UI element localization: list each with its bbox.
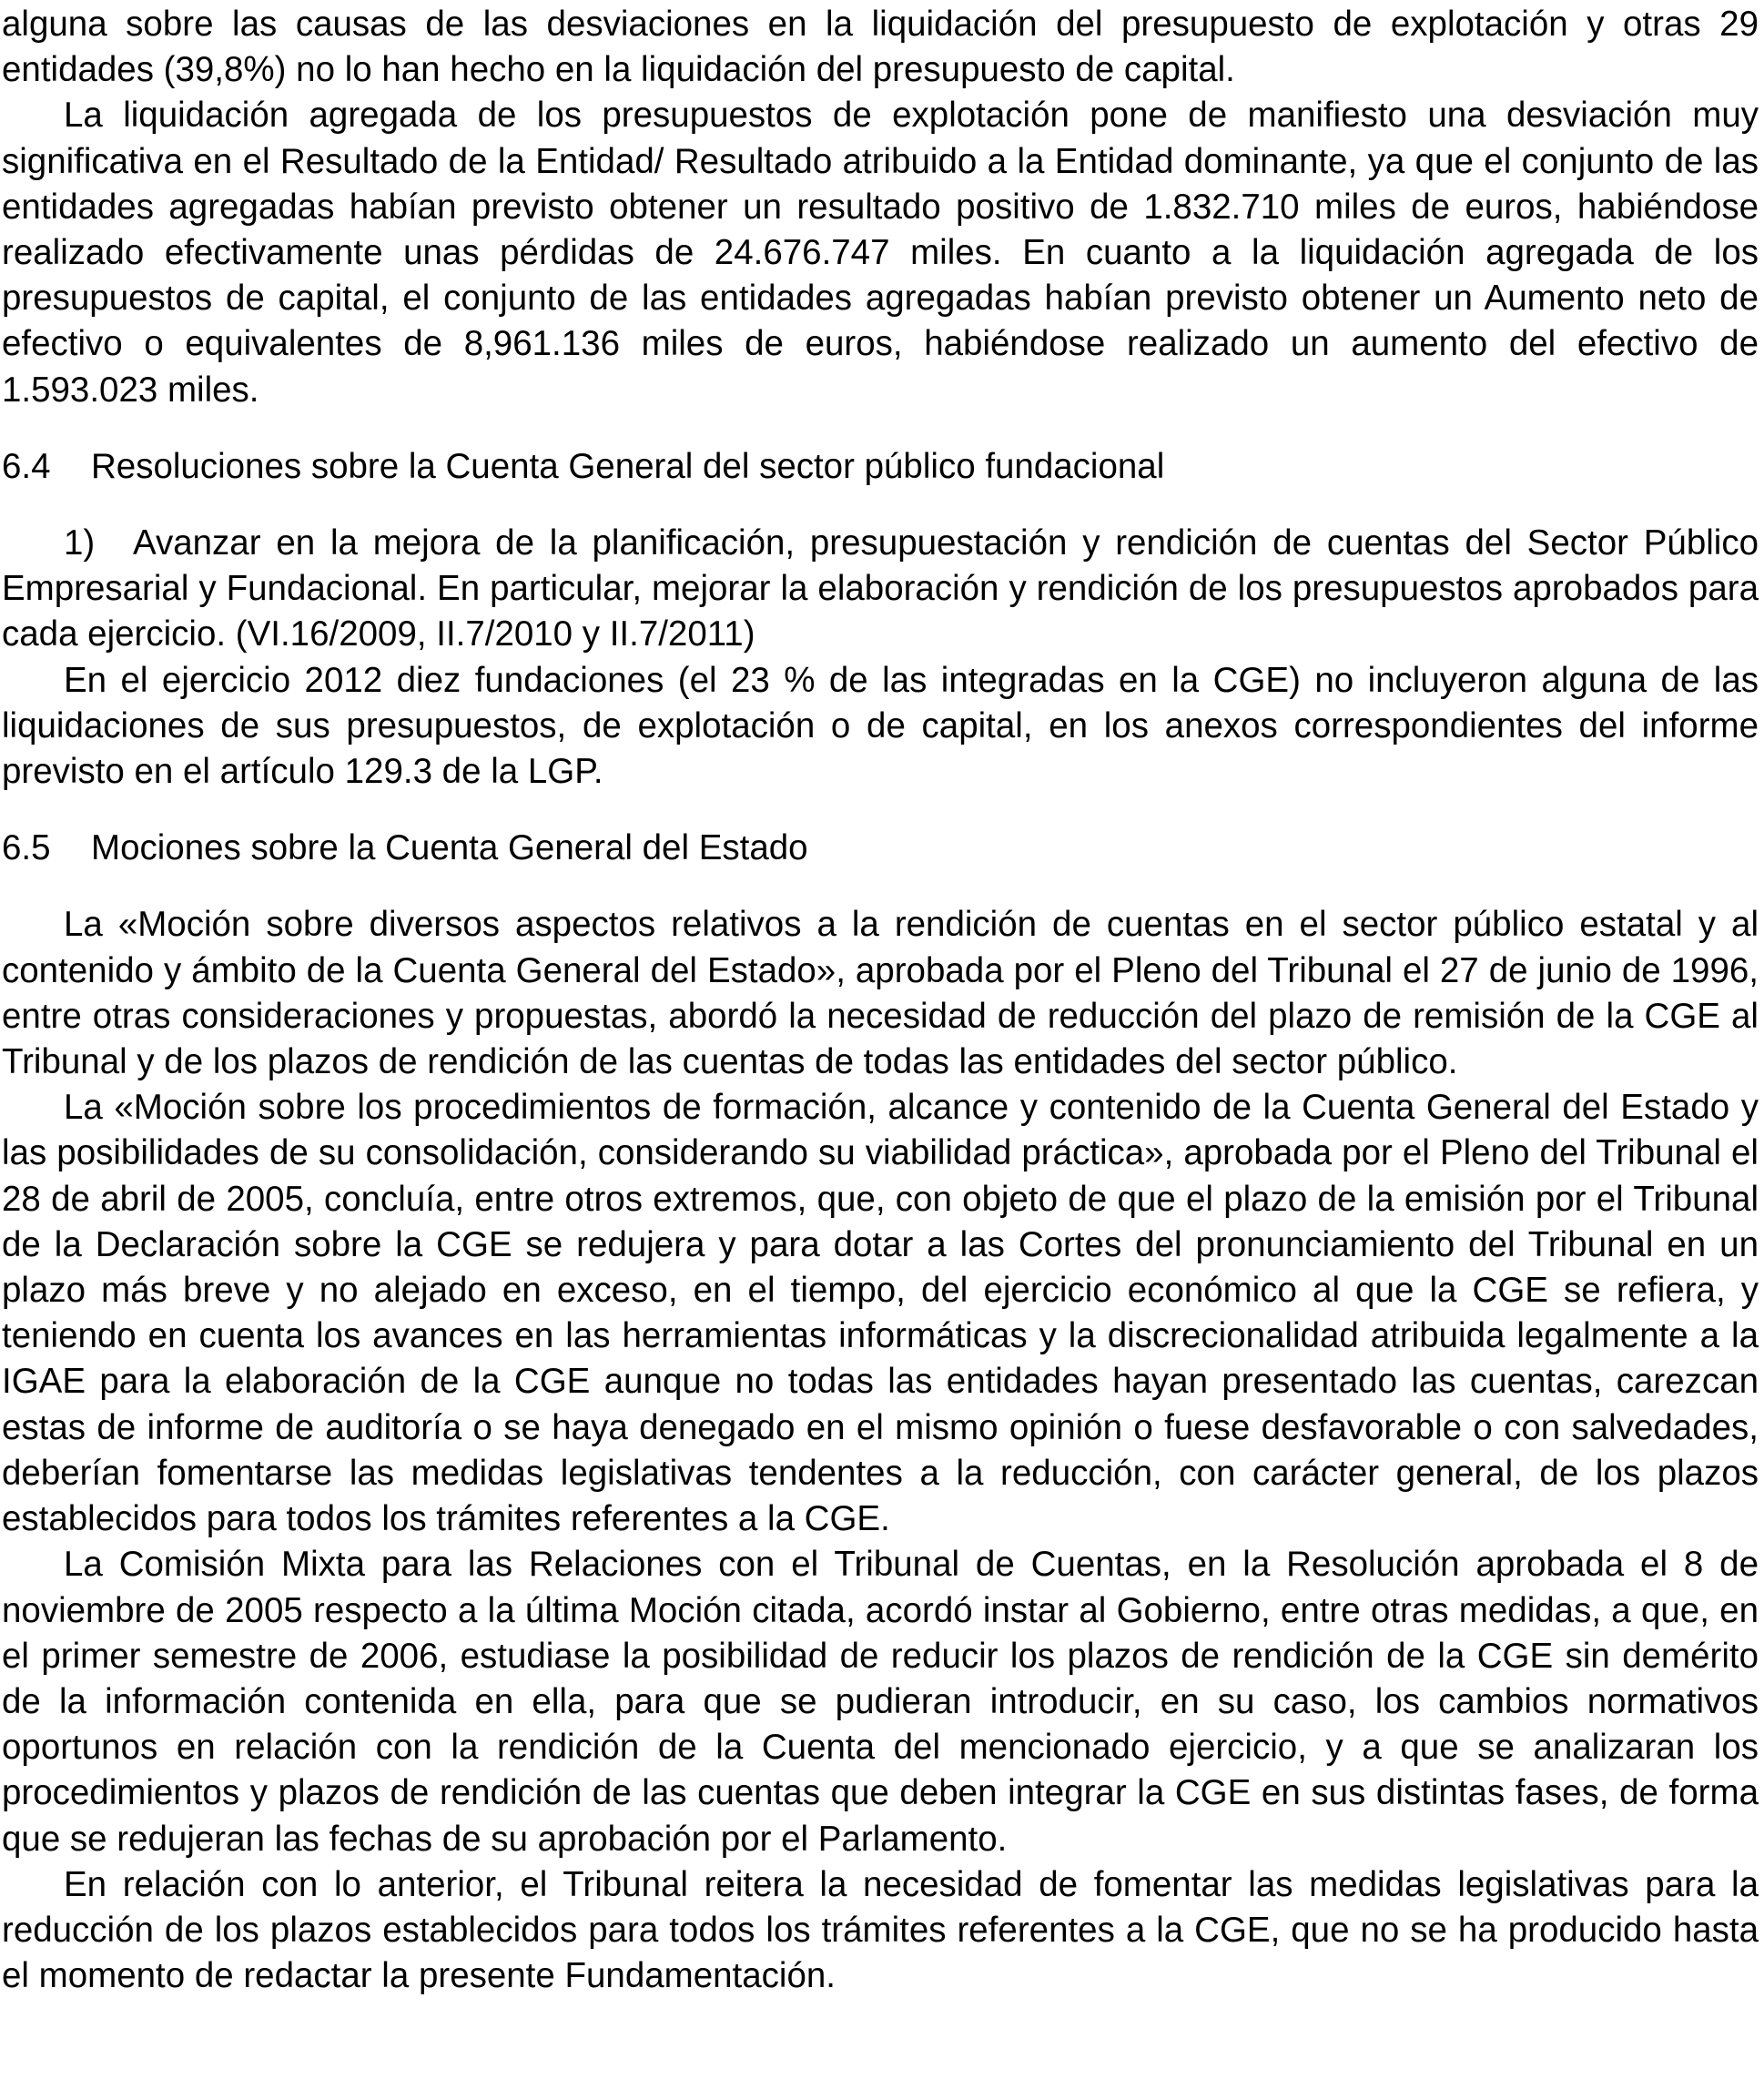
section-heading-6-5: [2, 826, 1759, 871]
paragraph-motion-2005: La «Moción sobre los procedimientos de formación, alcance y contenido de la Cuenta General del Estado y las posibilidades de su consolidación, considerando su viabilidad práctica», aprobada por el Pleno del Tribunal el 28 de abril de 2005, concluía, entre otros extremos, que, con objeto de que el plazo de la emisión por el Tribunal de la Declaración sobre la CGE se redujera y para dotar a las Cortes del pronunciamiento del Tribunal en un plazo más breve y no alejado en exceso, en el tiempo, del ejercicio económico al que la CGE se refiera, y teniendo en cuenta los avances en las herramientas informáticas y la discrecionalidad atribuida legalmente a la IGAE para la elaboración de la CGE aunque no todas las entidades hayan presentado las cuentas, carezcan estas de informe de auditoría o se haya denegado en el mismo opinión o fuese desfavorable o con salvedades, deberían fomentarse las medidas legislativas tendentes a la reducción, con carácter general, de los plazos establecidos para todos los trámites referentes a la CGE.: [2, 1088, 1759, 1539]
section-number: 6.5: [2, 828, 51, 868]
section-title: Resoluciones sobre la Cuenta General del sector público fundacional: [91, 446, 1165, 486]
section-number: 6.4: [2, 446, 51, 486]
item-number: 1): [64, 523, 96, 563]
paragraph-joint-commission: La Comisión Mixta para las Relaciones con el Tribunal de Cuentas, en la Resolución aprobada el 8 de noviembre de 2005 respecto a la última Moción citada, acordó instar al Gobierno, entre otras medidas, a que, en el primer semestre de 2006, estudiase la posibilidad de reducir los plazos de rendición de la CGE sin demérito de la información contenida en ella, para que se pudieran introducir, en su caso, los cambios normativos oportunos en relación con la rendición de la Cuenta del mencionado ejercicio, y a que se analizaran los procedimientos y plazos de rendición de las cuentas que deben integrar la CGE en sus distintas fases, de forma que se redujeran las fechas de su aprobación por el Parlamento.: [2, 1545, 1759, 1859]
paragraph-continuation: alguna sobre las causas de las desviaciones en la liquidación del presupuesto de explotación y otras 29 entidades (39,8%) no lo han hecho en la liquidación del presupuesto de capital.: [2, 5, 1759, 90]
paragraph-conclusion: En relación con lo anterior, el Tribunal reitera la necesidad de fomentar las medidas legislativas para la reducción de los plazos establecidos para todos los trámites referentes a la CGE, que no se ha producido hasta el momento de redactar la presente Fundamentación.: [2, 1864, 1759, 1996]
section-title: Mociones sobre la Cuenta General del Estado: [91, 828, 808, 868]
resolution-item: [2, 521, 1759, 658]
section-heading-6-4: [2, 444, 1759, 490]
paragraph-foundations: En el ejercicio 2012 diez fundaciones (el 23 % de las integradas en la CGE) no incluyeron alguna de las liquidaciones de sus presupuestos, de explotación o de capital, en los anexos correspondientes del informe previsto en el artículo 129.3 de la LGP.: [2, 660, 1759, 792]
paragraph-budget-liquidation: La liquidación agregada de los presupuestos de explotación pone de manifiesto una desviación muy significativa en el Resultado de la Entidad/ Resultado atribuido a la Entidad dominante, ya que el conjunto de las entidades agregadas habían previsto obtener un resultado positivo de 1.832.710 miles de euros, habiéndose realizado efectivamente unas pérdidas de 24.676.747 miles. En cuanto a la liquidación agregada de los presupuestos de capital, el conjunto de las entidades agregadas habían previsto obtener un Aumento neto de efectivo o equivalentes de 8,961.136 miles de euros, habiéndose realizado un aumento del efectivo de 1.593.023 miles.: [2, 96, 1759, 410]
item-text: Avanzar en la mejora de la planificación, presupuestación y rendición de cuentas del Sector Público Empresarial y Fundacional. En particular, mejorar la elaboración y rendición de los presupuestos aprobados para cada ejercicio. (VI.16/2009, II.7/2010 y II.7/2011): [2, 523, 1759, 654]
paragraph-motion-1996: La «Moción sobre diversos aspectos relativos a la rendición de cuentas en el sector público estatal y al contenido y ámbito de la Cuenta General del Estado», aprobada por el Pleno del Tribunal el 27 de junio de 1996, entre otras consideraciones y propuestas, abordó la necesidad de reducción del plazo de remisión de la CGE al Tribunal y de los plazos de rendición de las cuentas de todas las entidades del sector público.: [2, 905, 1759, 1082]
